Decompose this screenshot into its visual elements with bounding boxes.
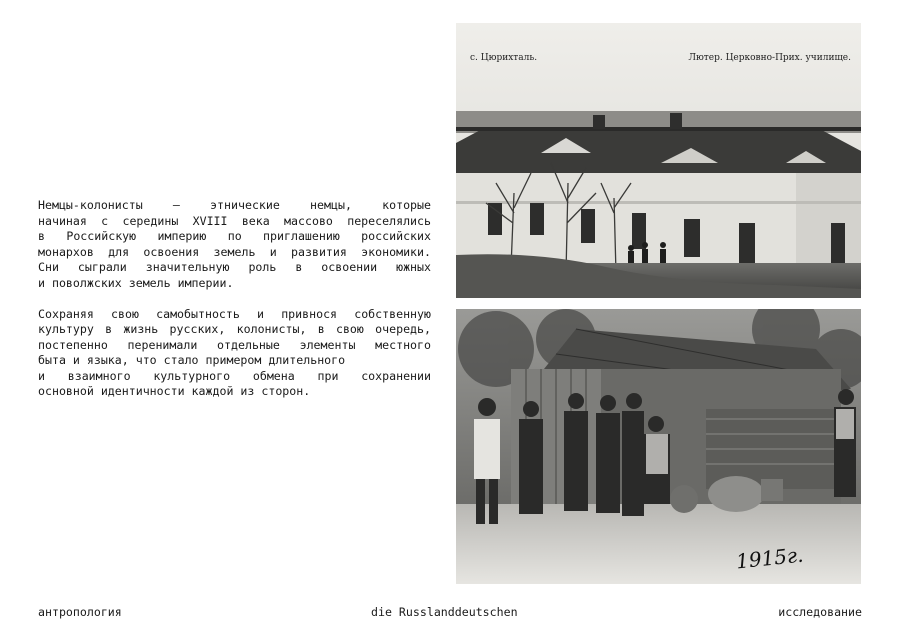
- text-line: и поволжских земель империи.: [38, 275, 234, 290]
- photo-caption-school: Лютер. Церковно-Прих. училище.: [688, 53, 851, 63]
- handwritten-year: 1915г.: [734, 542, 805, 574]
- text-line: основной идентичности каждой из сторон.: [38, 384, 311, 398]
- text-line: Немцы-колонисты – этнические немцы, которые: [38, 198, 431, 212]
- text-line: культуру в жизнь русских, колонисты, в свою очередь,: [38, 322, 431, 336]
- text-line: постепенно перенимали отдельные элементы местного: [38, 337, 431, 352]
- text-line: Сни сыграли значительную роль в освоении южных: [38, 260, 431, 274]
- text-line: монархов для освоения земель и развития экономики.: [38, 244, 431, 259]
- text-line: Сохраняя свою самобытность и привнося собственную: [38, 306, 431, 321]
- paragraph-2: [38, 307, 431, 400]
- school-building-photo: [456, 23, 861, 298]
- paragraph-1: [38, 198, 431, 291]
- footer-left-label: антропология: [38, 605, 122, 619]
- text-line: быта и языка, что стало примером длительного: [38, 353, 346, 367]
- colonists-group-photo: [456, 309, 861, 584]
- body-text: [38, 198, 431, 400]
- footer-center-label: die Russlanddeutschen: [371, 605, 518, 619]
- footer-right-label: исследование: [778, 605, 862, 619]
- text-line: в Российскую империю по приглашению российских: [38, 229, 431, 243]
- text-line: и взаимного культурного обмена при сохранении: [38, 368, 431, 383]
- photo-caption-location: с. Цюрихталь.: [470, 53, 538, 63]
- text-line: начиная с середины XVIII века массово переселялись: [38, 213, 431, 228]
